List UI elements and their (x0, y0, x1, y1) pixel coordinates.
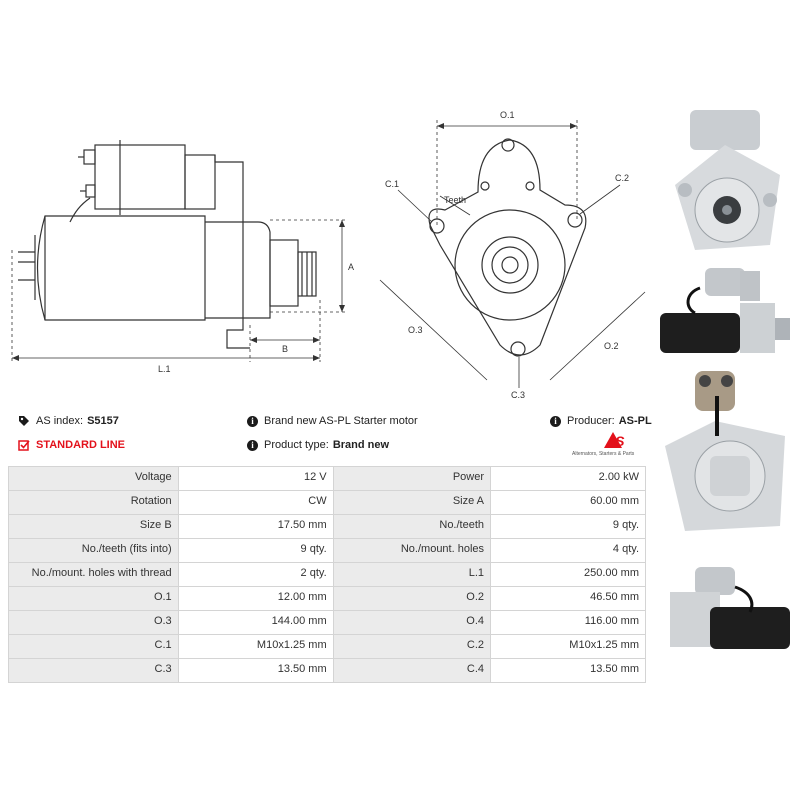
spec-label: No./mount. holes with thread (9, 563, 179, 587)
spec-row (9, 515, 646, 539)
product-type-label: Product type: (264, 439, 329, 451)
spec-value: 13.50 mm (178, 659, 333, 683)
label-a: A (348, 262, 355, 272)
spec-row (9, 563, 646, 587)
spec-table (8, 466, 646, 683)
spec-value: 13.50 mm (491, 659, 646, 683)
as-pl-logo (572, 432, 652, 460)
spec-label: O.1 (9, 587, 179, 611)
spec-label: Power (333, 467, 490, 491)
spec-row (9, 587, 646, 611)
label-c1: C.1 (385, 179, 400, 189)
spec-row (9, 611, 646, 635)
spec-row (9, 539, 646, 563)
spec-value: M10x1.25 mm (178, 635, 333, 659)
spec-value: 60.00 mm (491, 491, 646, 515)
logo-tagline: Alternators, Starters & Parts (572, 451, 635, 457)
label-b: B (282, 344, 289, 354)
spec-label: C.3 (9, 659, 179, 683)
spec-label: O.2 (333, 587, 490, 611)
spec-value: 17.50 mm (178, 515, 333, 539)
spec-label: Size B (9, 515, 179, 539)
spec-value: M10x1.25 mm (491, 635, 646, 659)
front-view-drawing (370, 100, 660, 410)
photo-side-2 (655, 562, 795, 662)
as-index (18, 415, 119, 427)
producer-label: Producer: (567, 415, 615, 427)
description (247, 415, 418, 427)
side-view-drawing (0, 130, 370, 380)
product-type (247, 439, 389, 451)
producer (550, 415, 652, 427)
label-o1: O.1 (500, 110, 515, 120)
standard-line-text: STANDARD LINE (36, 439, 126, 451)
spec-label: Size A (333, 491, 490, 515)
spec-label: L.1 (333, 563, 490, 587)
tag-icon (18, 415, 30, 427)
spec-value: 4 qty. (491, 539, 646, 563)
logo-mark: AS (606, 433, 624, 449)
spec-value: 12 V (178, 467, 333, 491)
spec-label: No./teeth (333, 515, 490, 539)
spec-value: 12.00 mm (178, 587, 333, 611)
info-icon: i (550, 416, 561, 427)
label-c2: C.2 (615, 173, 630, 183)
spec-row (9, 635, 646, 659)
as-index-label: AS index: (36, 415, 84, 427)
spec-value: CW (178, 491, 333, 515)
spec-value: 144.00 mm (178, 611, 333, 635)
spec-value: 2.00 kW (491, 467, 646, 491)
as-index-value: S5157 (87, 415, 119, 427)
spec-row (9, 467, 646, 491)
spec-value: 116.00 mm (491, 611, 646, 635)
spec-value: 2 qty. (178, 563, 333, 587)
spec-value: 9 qty. (491, 515, 646, 539)
label-o2: O.2 (604, 341, 619, 351)
spec-row (9, 491, 646, 515)
spec-label: Rotation (9, 491, 179, 515)
spec-value: 46.50 mm (491, 587, 646, 611)
photo-rear (655, 366, 795, 546)
product-type-value: Brand new (332, 439, 390, 451)
spec-label: O.4 (333, 611, 490, 635)
spec-label: Voltage (9, 467, 179, 491)
info-icon: i (247, 416, 258, 427)
label-c3: C.3 (511, 390, 526, 400)
photo-front (655, 105, 795, 260)
label-l1: L.1 (158, 364, 171, 374)
label-o3: O.3 (408, 325, 423, 335)
spec-label: No./teeth (fits into) (9, 539, 179, 563)
photo-side (655, 263, 795, 363)
spec-label: C.2 (333, 635, 490, 659)
checkbox-icon (18, 439, 30, 451)
spec-label: O.3 (9, 611, 179, 635)
spec-label: C.1 (9, 635, 179, 659)
label-teeth: Teeth (444, 195, 467, 205)
info-icon: i (247, 440, 258, 451)
spec-value: 9 qty. (178, 539, 333, 563)
spec-value: 250.00 mm (491, 563, 646, 587)
spec-label: No./mount. holes (333, 539, 490, 563)
description-text: Brand new AS-PL Starter motor (264, 415, 418, 427)
spec-row (9, 659, 646, 683)
producer-value: AS-PL (618, 415, 652, 427)
standard-line (18, 439, 125, 451)
spec-label: C.4 (333, 659, 490, 683)
